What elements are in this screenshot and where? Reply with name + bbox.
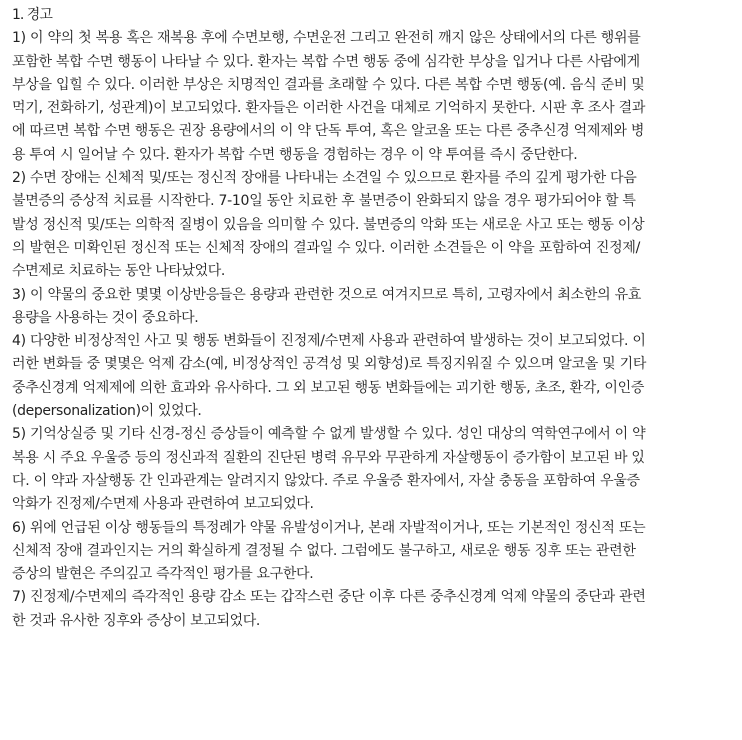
text-line: 먹기, 전화하기, 성관계)이 보고되었다. 환자들은 이러한 사건을 대체로 기억하지 못한다. 시판 후 조사 결과 xyxy=(12,100,646,117)
warning-document xyxy=(12,4,740,633)
text-line: 다. 이 약과 자살행동 간 인과관계는 알려지지 않았다. 주로 우울증 환자에서, 자살 충동을 포함하여 우울증 xyxy=(12,472,640,489)
text-line: 수면제로 치료하는 동안 나타났었다. xyxy=(12,263,225,280)
text-line: 3) 이 약물의 중요한 몇몇 이상반응들은 용량과 관련한 것으로 여겨지므로 특히, 고령자에서 최소한의 유효 xyxy=(12,286,642,303)
text-line: 4) 다양한 비정상적인 사고 및 행동 변화들이 진정제/수면제 사용과 관련하여 발생하는 것이 보고되었다. 이 xyxy=(12,333,646,350)
text-line: 러한 변화들 중 몇몇은 억제 감소(예, 비정상적인 공격성 및 외향성)로 특징지워질 수 있으며 알코올 및 기타 xyxy=(12,356,647,373)
text-line: 불면증의 증상적 치료를 시작한다. 7-10일 동안 치료한 후 불면증이 완화되지 않을 경우 평가되어야 할 특 xyxy=(12,193,636,210)
text-line: 의 발현은 미확인된 정신적 또는 신체적 장애의 결과일 수 있다. 이러한 소견들은 이 약을 포함하여 진정제/ xyxy=(12,239,641,256)
text-line: 용 투여 시 일어날 수 있다. 환자가 복합 수면 행동을 경험하는 경우 이 약 투여를 즉시 중단한다. xyxy=(12,146,578,163)
text-line: 6) 위에 언급된 이상 행동들의 특정례가 약물 유발성이거나, 본래 자발적이거나, 또는 기본적인 정신적 또는 xyxy=(12,519,646,536)
section-heading: 1. 경고 xyxy=(12,7,52,23)
text-line: (depersonalization)이 있었다. xyxy=(12,403,202,420)
text-line: 악화가 진정제/수면제 사용과 관련하여 보고되었다. xyxy=(12,496,314,513)
text-line: 부상을 입힐 수 있다. 이러한 부상은 치명적인 결과를 초래할 수 있다. 다른 복합 수면 행동(예. 음식 준비 및 xyxy=(12,76,645,93)
text-line: 한 것과 유사한 징후와 증상이 보고되었다. xyxy=(12,612,261,629)
text-line: 5) 기억상실증 및 기타 신경-정신 증상들이 예측할 수 없게 발생할 수 있다. 성인 대상의 역학연구에서 이 약 xyxy=(12,426,646,443)
text-line: 에 따르면 복합 수면 행동은 권장 용량에서의 이 약 단독 투여, 혹은 알코올 또는 다른 중추신경 억제제와 병 xyxy=(12,123,645,140)
text-line: 7) 진정제/수면제의 즉각적인 용량 감소 또는 갑작스런 중단 이후 다른 중추신경계 억제 약물의 중단과 관련 xyxy=(12,589,646,606)
text-line: 중추신경계 억제제에 의한 효과와 유사하다. 그 외 보고된 행동 변화들에는 괴기한 행동, 초조, 환각, 이인증 xyxy=(12,379,645,396)
text-line: 용량을 사용하는 것이 중요하다. xyxy=(12,309,199,326)
text-line: 증상의 발현은 주의깊고 즉각적인 평가를 요구한다. xyxy=(12,566,314,583)
text-line: 포함한 복합 수면 행동이 나타날 수 있다. 환자는 복합 수면 행동 중에 심각한 부상을 입거나 다른 사람에게 xyxy=(12,53,640,70)
text-line: 복용 시 주요 우울증 등의 정신과적 질환의 진단된 병력 유무와 무관하게 자살행동이 증가함이 보고된 바 있 xyxy=(12,449,645,466)
text-line: 신체적 장애 결과인지는 거의 확실하게 결정될 수 없다. 그럼에도 불구하고, 새로운 행동 징후 또는 관련한 xyxy=(12,542,636,559)
text-line: 발성 정신적 및/또는 의학적 질병이 있음을 의미할 수 있다. 불면증의 악화 또는 새로운 사고 또는 행동 이상 xyxy=(12,216,645,233)
text-line: 1) 이 약의 첫 복용 혹은 재복용 후에 수면보행, 수면운전 그리고 완전히 깨지 않은 상태에서의 다른 행위를 xyxy=(12,30,641,47)
text-line: 2) 수면 장애는 신체적 및/또는 정신적 장애를 나타내는 소견일 수 있으므로 환자를 주의 깊게 평가한 다음 xyxy=(12,170,637,187)
